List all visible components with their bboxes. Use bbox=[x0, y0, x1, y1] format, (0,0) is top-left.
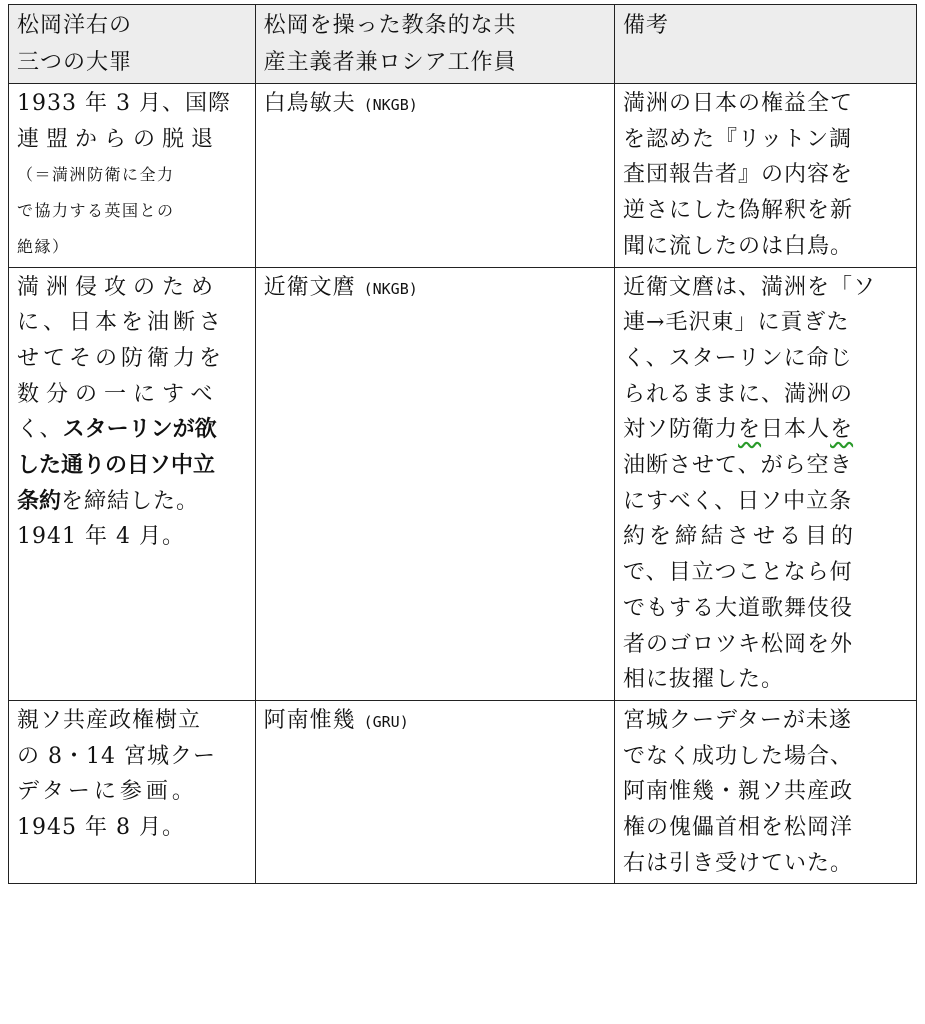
document-table-container bbox=[8, 4, 917, 884]
crime-cell bbox=[9, 84, 256, 268]
crime-text: 1933 年 3 月、国際 bbox=[17, 91, 231, 116]
note-text: く、スターリンに命じ bbox=[623, 345, 853, 371]
spellcheck-underline: を bbox=[830, 417, 854, 443]
crime-text bbox=[17, 412, 247, 448]
crime-text: 1945 年 8 月。 bbox=[17, 815, 185, 841]
note-text: 満洲の日本の権益全て bbox=[623, 91, 854, 116]
crime-text: （＝満洲防衛に全力 bbox=[17, 165, 175, 185]
header-text: 三つの大罪 bbox=[17, 50, 133, 75]
crime-text: せてその防衛力を bbox=[17, 345, 226, 371]
crime-text: 連盟からの脱退 bbox=[17, 126, 221, 152]
note-text: 近衛文麿は、満洲を「ソ bbox=[623, 274, 877, 300]
agent-cell bbox=[255, 700, 614, 884]
table-header-row bbox=[9, 5, 917, 84]
note-text bbox=[623, 412, 908, 448]
header-text: 備考 bbox=[623, 13, 670, 38]
spellcheck-underline: を bbox=[738, 417, 762, 443]
agent-cell bbox=[255, 267, 614, 700]
crime-text: に、日本を油断さ bbox=[17, 310, 226, 336]
note-text: 連→毛沢東」に貢ぎた bbox=[623, 310, 850, 336]
note-text: を認めた『リットン調 bbox=[623, 126, 853, 152]
note-text: 右は引き受けていた。 bbox=[623, 850, 854, 876]
sin-table bbox=[8, 4, 917, 884]
crime-text: 1941 年 4 月。 bbox=[17, 524, 185, 550]
note-text: 宮城クーデターが未遂 bbox=[623, 707, 852, 733]
crime-text: 親ソ共産政権樹立 bbox=[17, 707, 202, 733]
header-text: 産主義者兼ロシア工作員 bbox=[263, 50, 517, 75]
note-cell bbox=[615, 267, 917, 700]
agency-label: (NKGB) bbox=[363, 279, 418, 298]
crime-text-bold: した通りの日ソ中立 bbox=[17, 453, 216, 479]
crime-text: で協力する英国との bbox=[17, 201, 175, 221]
note-text: られるままに、満洲の bbox=[623, 381, 854, 407]
note-text: 査団報告者』の内容を bbox=[623, 162, 854, 188]
note-text: でもする大道歌舞伎役 bbox=[623, 595, 854, 621]
agency-label: (GRU) bbox=[363, 712, 409, 731]
crime-text: の 8・14 宮城クー bbox=[17, 743, 216, 769]
table-row bbox=[9, 700, 917, 884]
crime-text: 満洲侵攻のため bbox=[17, 274, 221, 300]
note-text: 阿南惟幾・親ソ共産政 bbox=[623, 779, 854, 805]
header-text: 松岡洋右の bbox=[17, 13, 133, 38]
agent-name-text: 阿南惟幾 bbox=[263, 707, 356, 733]
agent-name bbox=[264, 86, 606, 123]
agent-cell bbox=[255, 84, 614, 268]
note-text: 権の傀儡首相を松岡洋 bbox=[623, 815, 854, 841]
note-text: 油断させて、がら空き bbox=[623, 453, 853, 479]
header-cell-agents bbox=[255, 5, 614, 84]
crime-text-plain: を締結した。 bbox=[61, 488, 200, 514]
crime-cell bbox=[9, 700, 256, 884]
agent-name-text: 白鳥敏夫 bbox=[263, 91, 356, 116]
table-row bbox=[9, 267, 917, 700]
crime-text bbox=[17, 448, 247, 484]
note-text: で、目立つことなら何 bbox=[623, 560, 853, 586]
note-text: でなく成功した場合、 bbox=[623, 743, 854, 769]
agent-name-text: 近衛文麿 bbox=[263, 274, 356, 300]
note-text: にすべく、日ソ中立条 bbox=[623, 488, 853, 514]
crime-text-plain: く、 bbox=[17, 417, 63, 443]
header-text: 松岡を操った教条的な共 bbox=[263, 13, 517, 38]
note-cell bbox=[615, 700, 917, 884]
crime-text-bold: スターリンが欲 bbox=[62, 417, 217, 443]
crime-text: デターに参画。 bbox=[17, 779, 198, 805]
note-cell bbox=[615, 84, 917, 268]
agent-name bbox=[264, 270, 606, 307]
note-text: 者のゴロツキ松岡を外 bbox=[623, 631, 854, 657]
crime-text-bold: 条約 bbox=[17, 488, 62, 514]
crime-cell bbox=[9, 267, 256, 700]
header-cell-crimes bbox=[9, 5, 256, 84]
note-text-part: 日本人 bbox=[761, 417, 831, 443]
note-text-part: 対ソ防衛力 bbox=[623, 417, 739, 443]
crime-text: 数分の一にすべ bbox=[17, 381, 220, 407]
table-row bbox=[9, 84, 917, 268]
agency-label: (NKGB) bbox=[363, 96, 418, 114]
note-text: 約を締結させる目的 bbox=[623, 524, 858, 550]
note-text: 相に抜擢した。 bbox=[623, 667, 785, 693]
note-text: 逆さにした偽解釈を新 bbox=[623, 198, 854, 224]
crime-text: 絶縁） bbox=[17, 236, 70, 256]
crime-text bbox=[17, 484, 247, 520]
agent-name bbox=[264, 703, 606, 740]
header-cell-notes bbox=[615, 5, 917, 84]
note-text: 聞に流したのは白鳥。 bbox=[623, 233, 854, 259]
